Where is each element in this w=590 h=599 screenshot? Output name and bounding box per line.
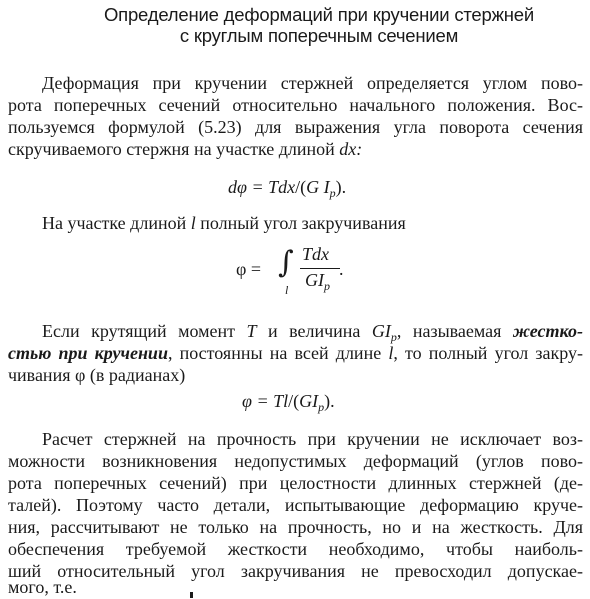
formula-1-slash: /(	[295, 177, 307, 197]
formula-1-tdx: Tdx	[268, 177, 296, 197]
paragraph-1-line-3: пользуемся формулой (5.23) для выражения угла поворота сечения	[8, 117, 583, 137]
fraction-denominator-sub: p	[324, 279, 330, 293]
term-torsional-stiffness-part2: стью при кручении	[8, 343, 168, 363]
formula-3-gi: GI	[299, 391, 319, 411]
paragraph-3-line-2	[8, 342, 583, 364]
paragraph-1-line-2: рота поперечных сечений относительно начального положения. Вос-	[8, 95, 583, 115]
term-torsional-stiffness-part1: жестко-	[512, 321, 583, 341]
variable-GIp: GI	[371, 321, 391, 341]
p3-l1-a: Если крутящий момент	[42, 321, 247, 341]
formula-1-gi: G I	[306, 177, 330, 197]
formula-2-lhs: φ =	[236, 259, 262, 279]
paragraph-3-line-1	[42, 320, 583, 342]
print-mark	[190, 592, 193, 598]
variable-GIp-sub: p	[390, 330, 397, 344]
formula-3-tl: Tl	[273, 391, 289, 411]
paragraph-1-line-4-text: скручиваемого стержня на участке длиной	[8, 139, 340, 159]
fraction-denominator-gi: GI	[305, 270, 324, 290]
fraction-denominator	[305, 270, 330, 291]
p3-l2-a: , постоянны на всей длине	[167, 343, 389, 363]
paragraph-4-line-1: Расчет стержней на прочность при кручении не исключает воз-	[42, 429, 583, 449]
variable-l-2: l	[388, 343, 394, 363]
variable-T: T	[246, 321, 257, 341]
formula-3-slash: /(	[288, 391, 300, 411]
paragraph-4-line-7: ший относительный угол закручивания не превосходил допускае-	[8, 561, 583, 581]
p3-l1-c: , называемая	[396, 321, 513, 341]
fraction-numerator: Tdx	[302, 244, 329, 264]
formula-phi-total	[242, 390, 335, 412]
formula-1-end: ).	[335, 177, 347, 197]
formula-3-lhs: φ =	[242, 391, 274, 411]
paragraph-3-line-3: чивания φ (в радианах)	[8, 365, 186, 385]
paragraph-4-line-8: мого, т.е.	[8, 577, 77, 597]
formula-3-sub: p	[318, 400, 325, 414]
paragraph-1-line-1: Деформация при кручении стержней определяется углом пово-	[42, 73, 583, 93]
paragraph-2-text-before: На участке длиной	[42, 213, 191, 233]
formula-1-lhs: dφ =	[228, 177, 269, 197]
paragraph-4-line-5: ния, рассчитывают не только на прочность, но и на жесткость. Для	[8, 517, 583, 537]
section-title-line1: Определение деформаций при кручении стержней	[103, 4, 535, 25]
paragraph-4-line-4: талей). Поэтому часто детали, испытывающие деформацию круче-	[8, 495, 583, 515]
formula-dphi	[228, 176, 346, 198]
section-title-line2: с круглым поперечным сечением	[179, 25, 459, 46]
variable-l: l	[190, 213, 196, 233]
integral-sign: ∫	[278, 245, 294, 280]
paragraph-4-line-6: обеспечения требуемой жесткости необходимо, чтобы наиболь-	[8, 539, 583, 559]
p3-l1-b: и величина	[256, 321, 372, 341]
variable-dx: dx:	[339, 139, 363, 159]
paragraph-4-line-2: можности возникновения недопустимых деформаций (углов пово-	[8, 451, 583, 471]
formula-3-end: ).	[324, 391, 335, 411]
paragraph-2	[42, 212, 583, 234]
paragraph-4-line-3: рота поперечных сечений) при целостности длинных стержней (де-	[8, 473, 583, 493]
paragraph-2-text-after: полный угол закручивания	[195, 213, 406, 233]
paragraph-1-line-4	[8, 138, 583, 160]
formula-2-end: .	[339, 259, 344, 279]
integral-lower-limit: l	[285, 283, 289, 297]
p3-l2-b: , то полный угол закру-	[393, 343, 583, 363]
formula-1-sub: p	[329, 186, 336, 200]
